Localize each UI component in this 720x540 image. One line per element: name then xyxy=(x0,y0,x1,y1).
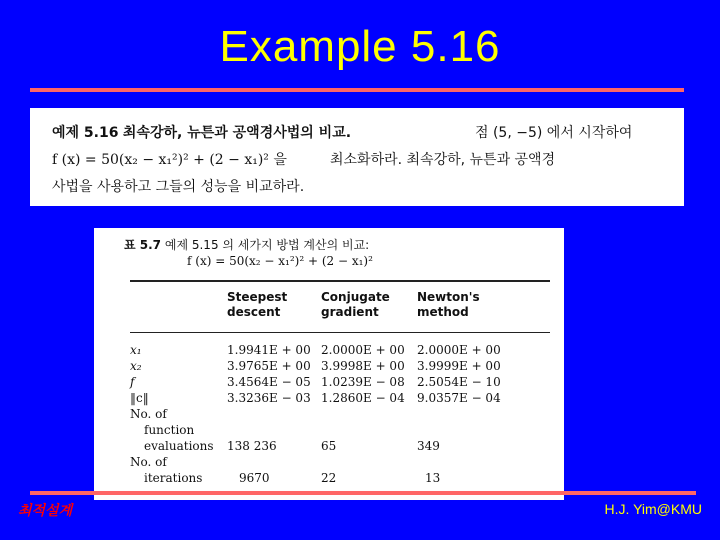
row-label: evaluations xyxy=(144,439,214,453)
table-cell: 138 236 xyxy=(227,439,277,453)
table-cell: 2.5054E − 10 xyxy=(417,375,501,389)
table-caption-function: f (x) = 50(x₂ − x₁²)² + (2 − x₁)² xyxy=(187,254,373,268)
table-cell: 1.9941E + 00 xyxy=(227,343,311,357)
table-top-rule xyxy=(130,280,550,282)
task-text-b: 사법을 사용하고 그들의 성능을 비교하라. xyxy=(52,179,305,195)
row-label: function xyxy=(144,423,195,437)
table-cell: 3.9999E + 00 xyxy=(417,359,501,373)
header-newton xyxy=(417,290,480,320)
slide-title: Example 5.16 xyxy=(219,22,501,71)
comparison-table xyxy=(94,228,564,500)
row-label: No. of xyxy=(130,455,167,469)
header-conjugate-line2: gradient xyxy=(321,305,379,319)
steepest-column xyxy=(227,342,311,486)
table-cell: 65 xyxy=(321,439,337,453)
row-label: x₁ xyxy=(130,343,142,357)
row-label: No. of xyxy=(130,407,167,421)
header-steepest-line1: Steepest xyxy=(227,290,288,304)
table-caption-label: 표 5.7 xyxy=(124,238,162,252)
problem-statement xyxy=(30,108,684,206)
author-credit: H.J. Yim@KMU xyxy=(604,501,702,517)
header-conjugate xyxy=(321,290,390,320)
table-caption-text: 예제 5.15 의 세가지 방법 계산의 비교: xyxy=(164,238,370,252)
table-cell: 3.3236E − 03 xyxy=(227,391,311,405)
conjugate-column xyxy=(321,342,405,486)
table-cell: 3.4564E − 05 xyxy=(227,375,311,389)
row-label: ‖c‖ xyxy=(130,391,149,405)
header-conjugate-line1: Conjugate xyxy=(321,290,390,304)
table-cell: 9.0357E − 04 xyxy=(417,391,501,405)
header-steepest-line2: descent xyxy=(227,305,281,319)
row-label: f xyxy=(130,375,135,389)
problem-line-1 xyxy=(52,122,351,142)
objective-function: f (x) = 50(x₂ − x₁²)² + (2 − x₁)² 을 xyxy=(52,152,287,168)
row-labels xyxy=(130,342,214,486)
title-divider xyxy=(30,88,684,92)
table-cell: 1.2860E − 04 xyxy=(321,391,405,405)
table-cell: 2.0000E + 00 xyxy=(417,343,501,357)
table-cell: 349 xyxy=(417,439,440,453)
footer-divider xyxy=(30,491,696,495)
header-newton-line1: Newton's xyxy=(417,290,480,304)
row-label: x₂ xyxy=(130,359,142,373)
newton-column xyxy=(417,342,501,486)
table-cell: 9670 xyxy=(239,471,270,485)
table-cell: 3.9765E + 00 xyxy=(227,359,311,373)
table-cell: 2.0000E + 00 xyxy=(321,343,405,357)
table-cell: 3.9998E + 00 xyxy=(321,359,405,373)
header-steepest xyxy=(227,290,287,320)
table-cell: 1.0239E − 08 xyxy=(321,375,405,389)
course-name: 최적설계 xyxy=(18,503,73,519)
table-cell: 13 xyxy=(425,471,441,485)
example-heading: 최속강하, 뉴튼과 공액경사법의 비교. xyxy=(122,125,352,141)
header-newton-line2: method xyxy=(417,305,469,319)
start-point: 점 (5, −5) 에서 시작하여 xyxy=(475,125,633,141)
table-header-rule xyxy=(130,332,550,333)
row-label: iterations xyxy=(144,471,203,485)
table-caption xyxy=(124,236,369,253)
table-cell: 22 xyxy=(321,471,337,485)
task-text-a: 최소화하라. 최속강하, 뉴튼과 공액경 xyxy=(330,152,556,168)
example-label: 예제 5.16 xyxy=(52,125,119,141)
